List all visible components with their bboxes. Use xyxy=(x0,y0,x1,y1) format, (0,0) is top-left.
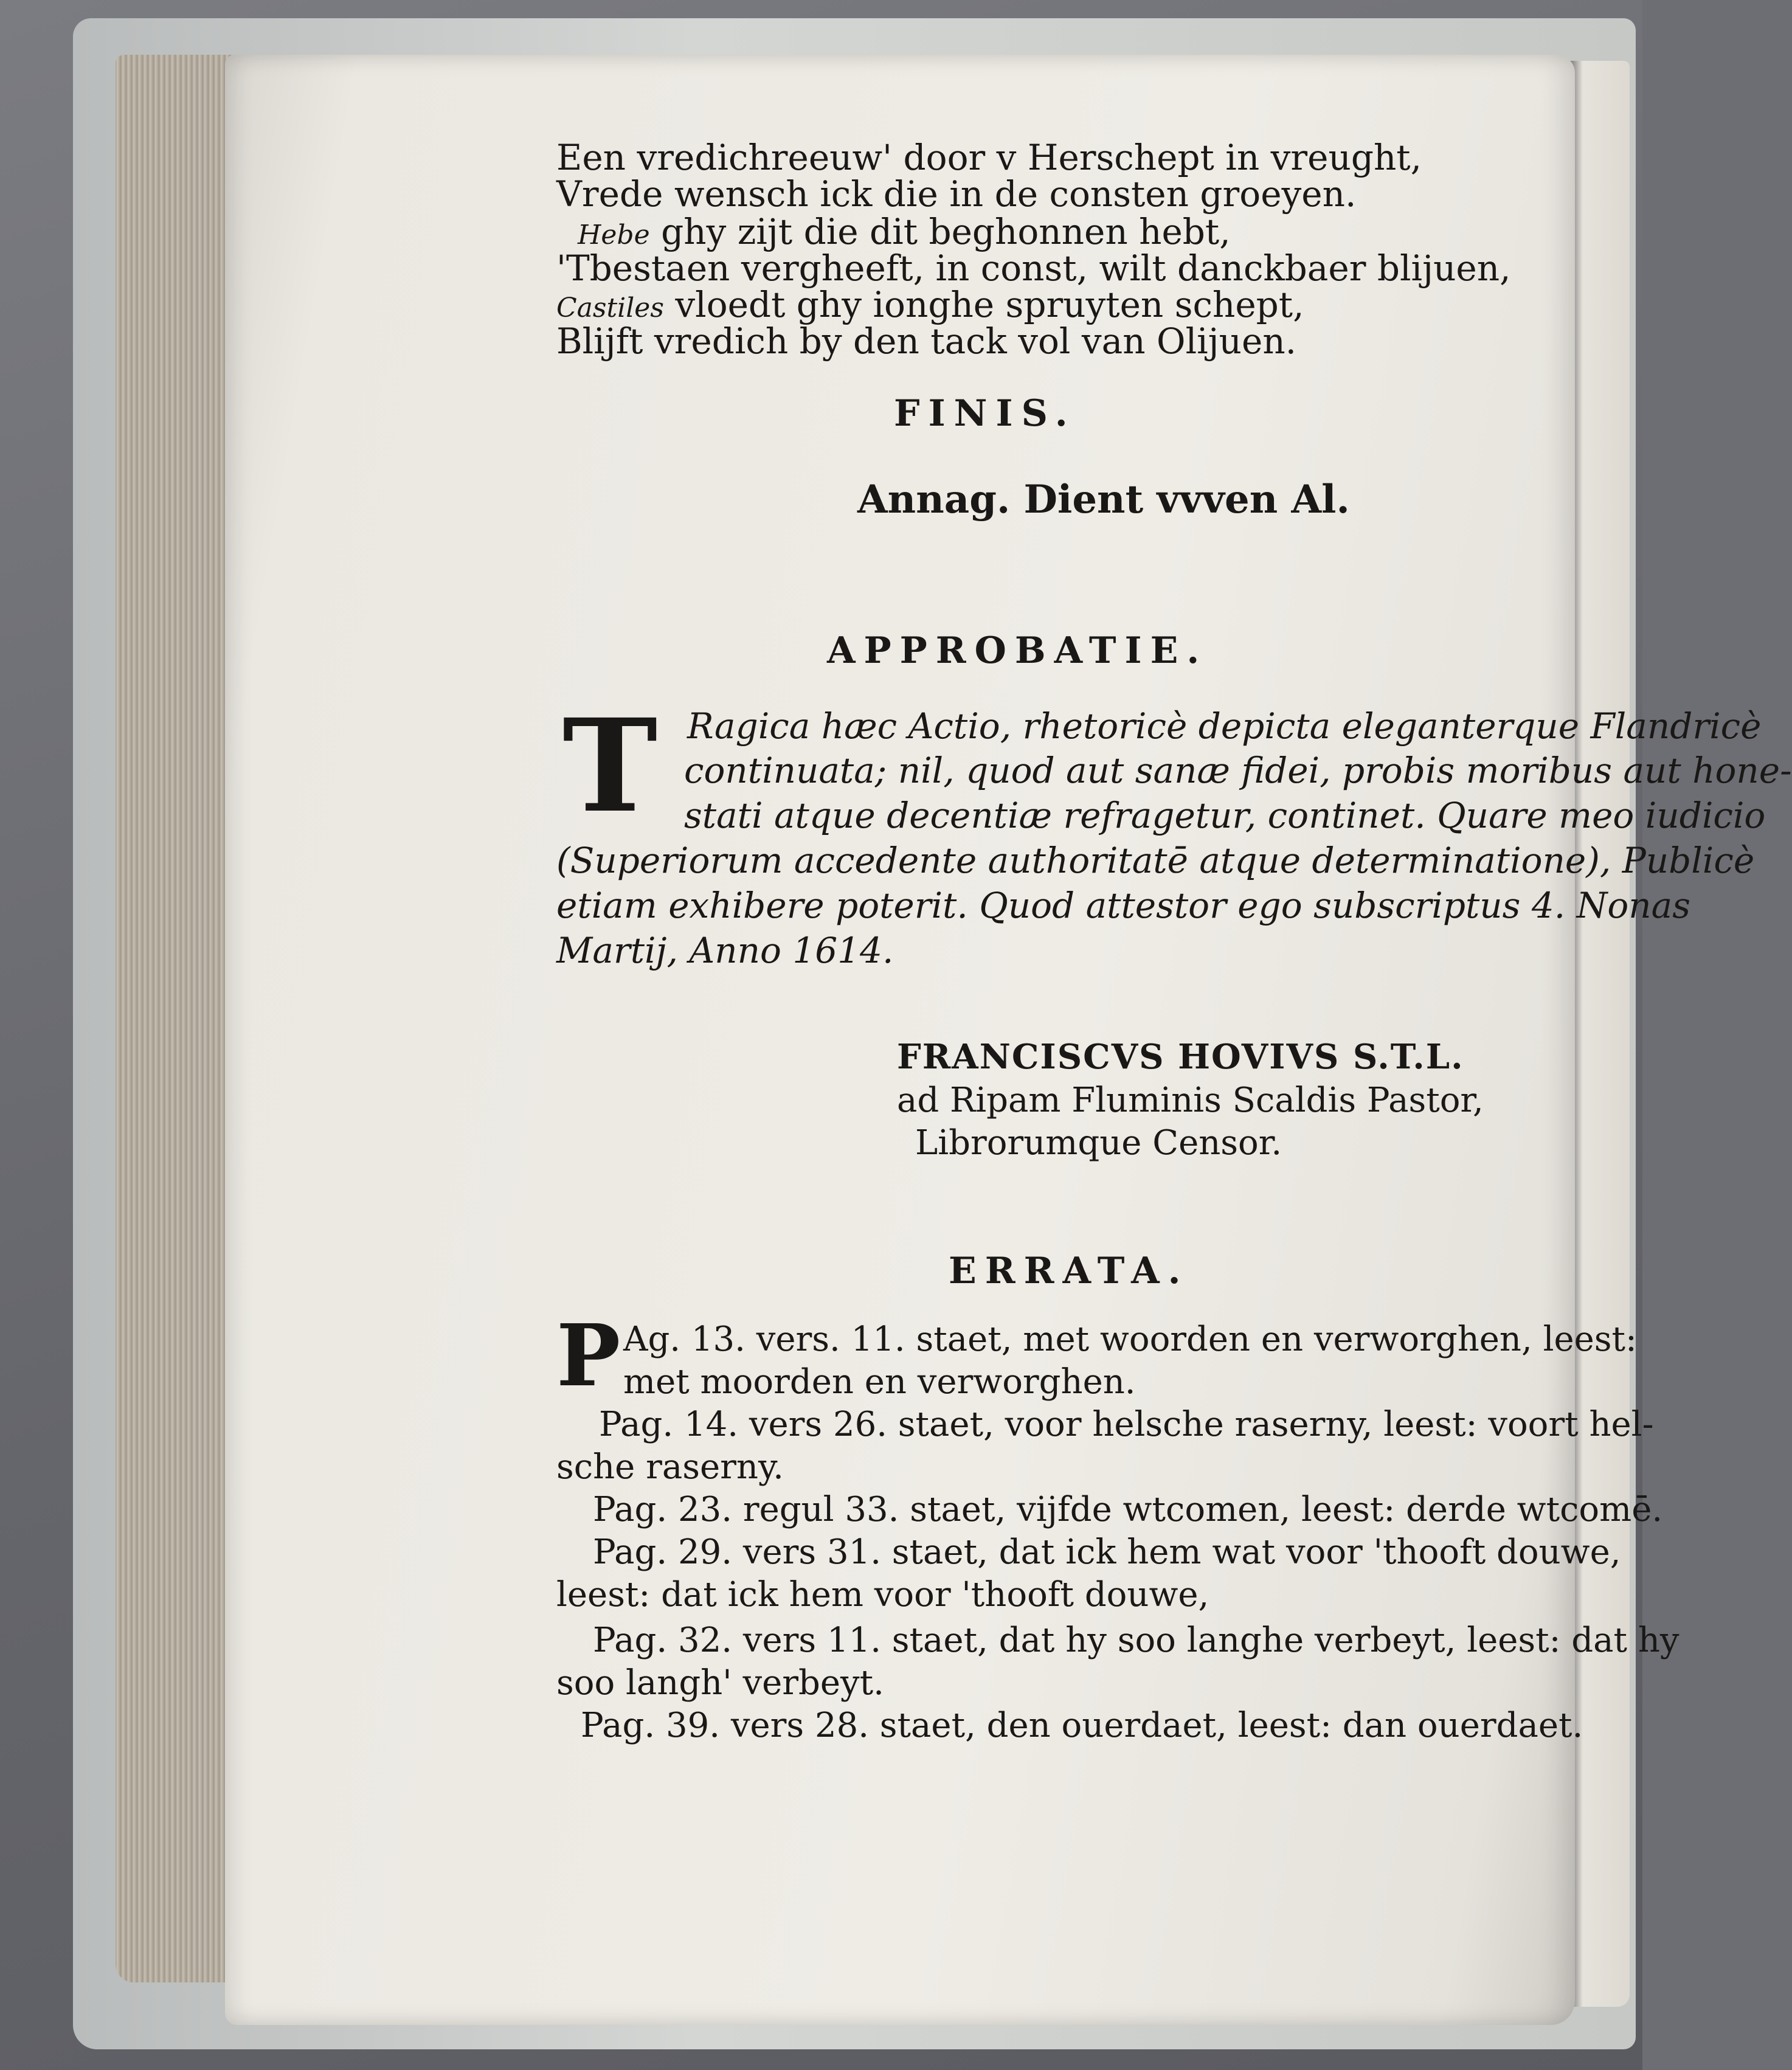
errata-heading: ERRATA. xyxy=(949,1250,1189,1292)
censor-role: Librorumque Censor. xyxy=(915,1123,1282,1163)
motto: Annag. Dient vvven Al. xyxy=(857,477,1350,522)
errata-line: sche raserny. xyxy=(556,1447,784,1487)
approbatie-line: stati atque decentiæ refragetur, continet. Quare meo iudicio xyxy=(684,795,1766,836)
errata-line: Pag. 32. vers 11. staet, dat hy soo langhe verbeyt, leest: dat hy xyxy=(593,1621,1680,1660)
page-text xyxy=(225,55,1792,2025)
dropcap-t: T xyxy=(562,691,658,841)
verse-line: Een vredichreeuw' door v Herschept in vreught, xyxy=(556,137,1422,178)
finis-heading: FINIS. xyxy=(894,392,1076,435)
censor-name: FRANCISCVS HOVIVS S.T.L. xyxy=(897,1037,1464,1077)
errata-line: soo langh' verbeyt. xyxy=(556,1663,884,1703)
approbatie-line: Martij, Anno 1614. xyxy=(556,930,894,971)
approbatie-line: Ragica hæc Actio, rhetoricè depicta eleganterque Flandricè xyxy=(687,705,1762,747)
dropcap-p: P xyxy=(556,1306,621,1406)
approbatie-line: etiam exhibere poterit. Quod attestor ego subscriptus 4. Nonas xyxy=(556,885,1690,926)
verse-line: Hebe ghy zijt die dit beghonnen hebt, xyxy=(578,211,1231,252)
errata-line: Pag. 29. vers 31. staet, dat ick hem wat voor 'thooft douwe, xyxy=(593,1532,1621,1572)
verse-line: 'Tbestaen vergheeft, in const, wilt danckbaer blijuen, xyxy=(556,248,1511,289)
approbatie-line: (Superiorum accedente authoritatē atque determinatione), Publicè xyxy=(556,840,1755,881)
book-page xyxy=(225,55,1792,2025)
verse-line: Castiles vloedt ghy ionghe spruyten schept, xyxy=(556,284,1304,325)
errata-line: Pag. 23. regul 33. staet, vijfde wtcomen, leest: derde wtcomē. xyxy=(593,1490,1663,1529)
approbatie-heading: APPROBATIE. xyxy=(827,629,1208,672)
censor-title: ad Ripam Fluminis Scaldis Pastor, xyxy=(897,1081,1484,1120)
errata-line: Ag. 13. vers. 11. staet, met woorden en verworghen, leest: xyxy=(623,1320,1637,1359)
page-block-edge xyxy=(116,55,243,1982)
errata-line: leest: dat ick hem voor 'thooft douwe, xyxy=(556,1575,1209,1615)
errata-line: met moorden en verworghen. xyxy=(623,1362,1136,1402)
errata-line: Pag. 39. vers 28. staet, den ouerdaet, leest: dan ouerdaet. xyxy=(581,1706,1583,1745)
errata-line: Pag. 14. vers 26. staet, voor helsche raserny, leest: voort hel- xyxy=(599,1405,1654,1444)
verse-line: Blijft vredich by den tack vol van Olijuen. xyxy=(556,320,1297,362)
verse-line: Vrede wensch ick die in de consten groeyen. xyxy=(556,173,1357,215)
approbatie-line: continuata; nil, quod aut sanæ fidei, probis moribus aut hone- xyxy=(684,750,1792,791)
